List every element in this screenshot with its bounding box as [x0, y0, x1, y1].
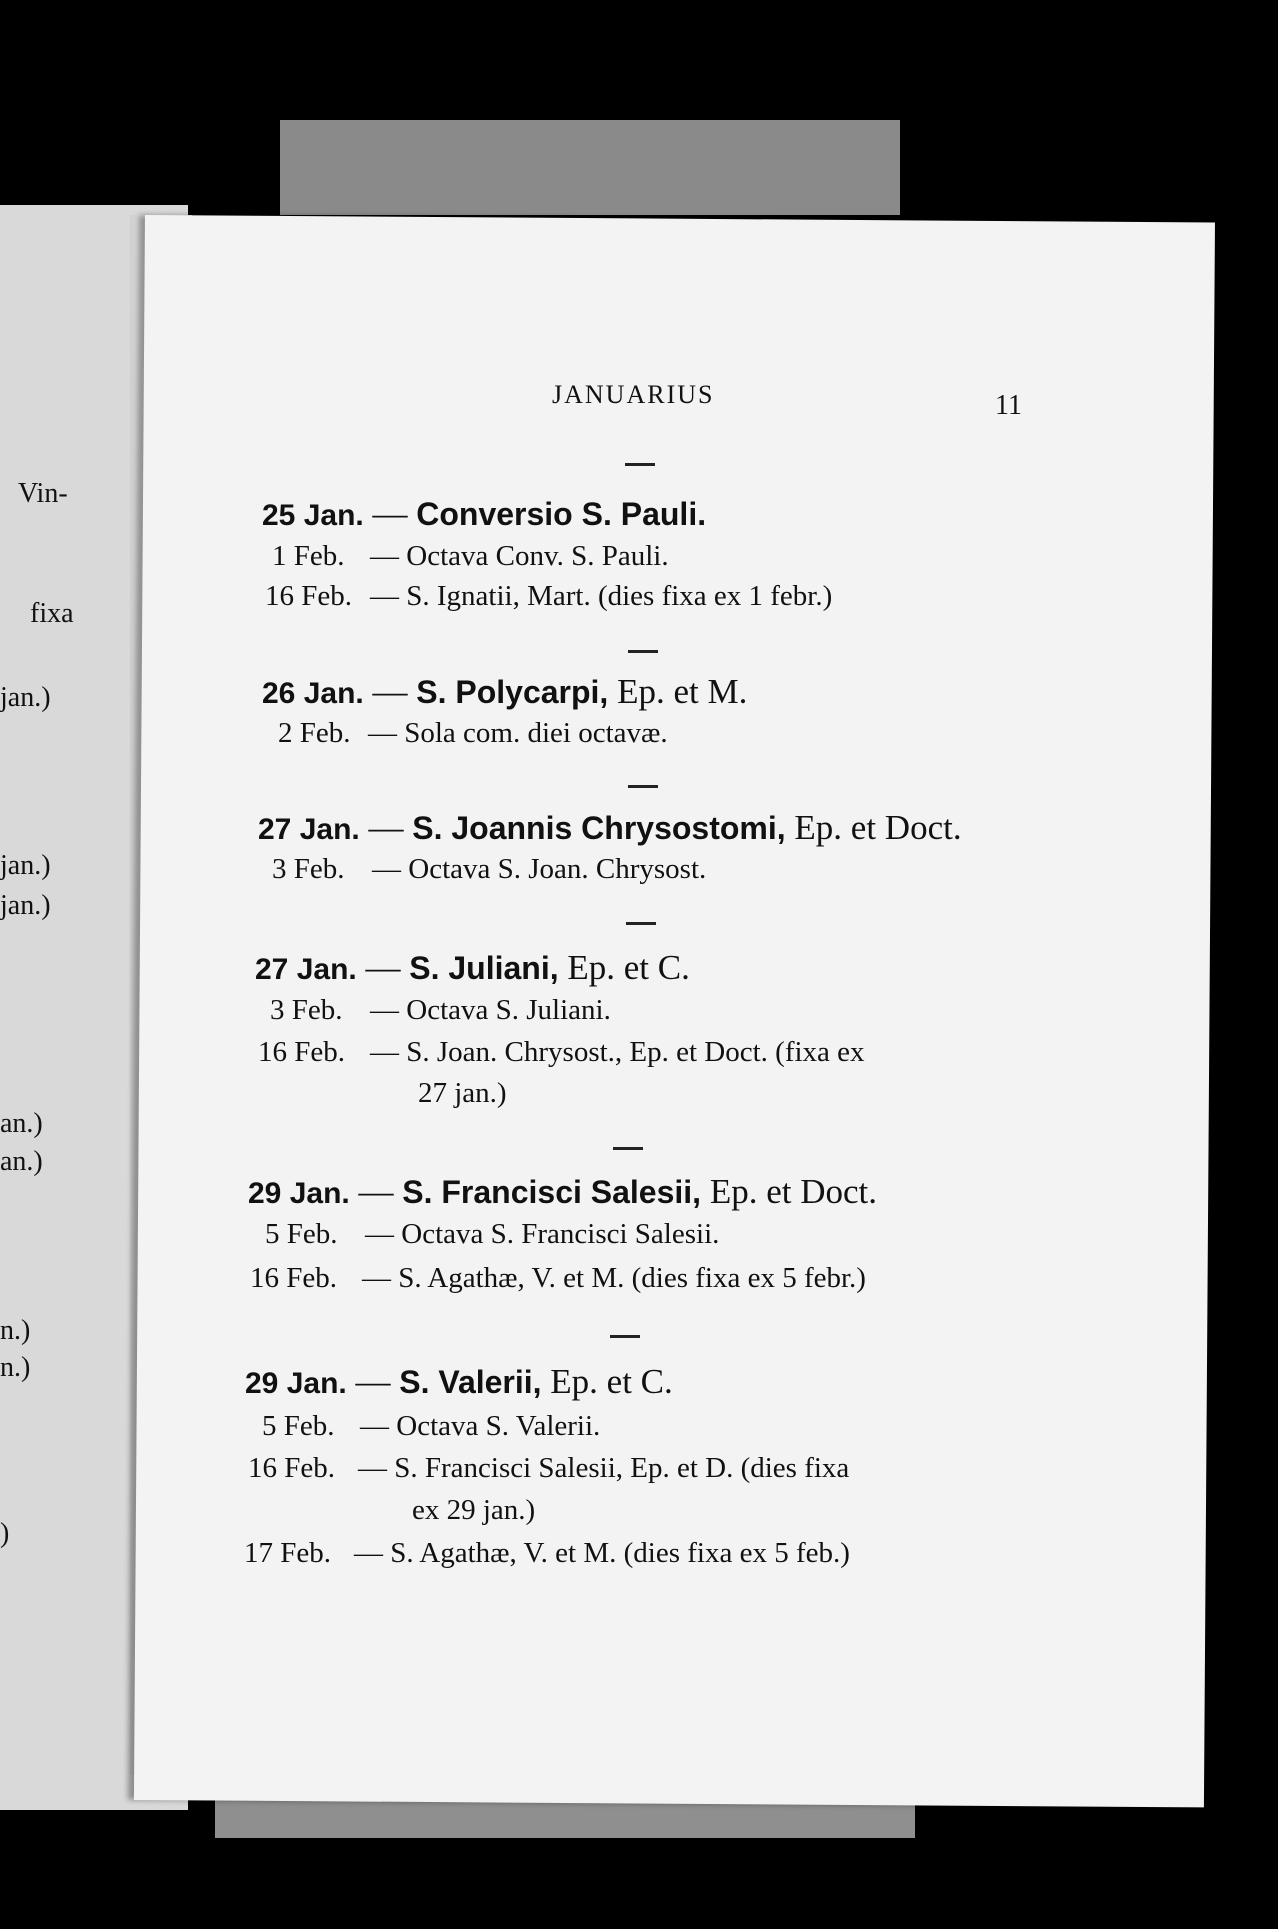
entry-text: S. Ignatii, Mart. (dies fixa ex 1 febr.): [406, 580, 833, 612]
page-edge-top: [280, 120, 900, 215]
entry-date: 27 Jan.: [255, 953, 357, 986]
entry-continuation: 27 jan.): [418, 1077, 507, 1109]
entry-sub-line: 3 Feb. — Octava S. Joan. Chrysost.: [272, 853, 707, 885]
entry-main-line: 27 Jan. — S. Juliani, Ep. et C.: [255, 948, 690, 987]
entry-date: 25 Jan.: [262, 499, 364, 532]
entry-text: S. Joan. Chrysost., Ep. et Doct. (fixa ex: [406, 1036, 865, 1068]
entry-text: Sola com. diei octavæ.: [404, 717, 668, 749]
entry-sub-line: 16 Feb. — S. Francisci Salesii, Ep. et D. (dies fixa: [248, 1452, 850, 1484]
feast-name: S. Juliani,: [409, 950, 559, 986]
left-fragment: n.): [0, 1315, 31, 1346]
entry-date: 27 Jan.: [258, 813, 360, 846]
entry-main-line: 29 Jan. — S. Valerii, Ep. et C.: [245, 1362, 673, 1401]
entry-date: 16 Feb.: [265, 580, 352, 612]
entry-text: Octava S. Joan. Chrysost.: [408, 853, 707, 885]
entry-date: 3 Feb.: [270, 994, 343, 1026]
left-fragment: fixa: [30, 598, 74, 629]
entry-text: Octava S. Juliani.: [406, 994, 611, 1026]
entry-text: S. Agathæ, V. et M. (dies fixa ex 5 feb.): [390, 1537, 850, 1569]
feast-name: S. Polycarpi,: [416, 674, 609, 710]
entry-date: 26 Jan.: [262, 677, 364, 710]
separator-dash: [610, 1335, 640, 1338]
separator-dash: [628, 785, 658, 788]
entry-sub-line: 16 Feb. — S. Ignatii, Mart. (dies fixa ex 1 febr.): [265, 580, 833, 612]
feast-rank: Ep. et Doct.: [701, 1172, 877, 1211]
entry-text: S. Francisci Salesii, Ep. et D. (dies fixa: [394, 1452, 850, 1484]
left-fragment: an.): [0, 1108, 43, 1139]
entry-sub-line: 5 Feb. — Octava S. Francisci Salesii.: [265, 1218, 720, 1250]
entry-date: 5 Feb.: [262, 1410, 335, 1442]
entry-date: 3 Feb.: [272, 853, 345, 885]
entry-text: S. Agathæ, V. et M. (dies fixa ex 5 febr.): [398, 1262, 866, 1294]
page-title: JANUARIUS: [552, 380, 715, 409]
entry-date: 16 Feb.: [248, 1452, 335, 1484]
entry-date: 5 Feb.: [265, 1218, 338, 1250]
entry-sub-line: 1 Feb. — Octava Conv. S. Pauli.: [272, 540, 669, 572]
entry-sub-line: 5 Feb. — Octava S. Valerii.: [262, 1410, 601, 1442]
feast-name: S. Francisci Salesii,: [402, 1174, 702, 1210]
entry-sub-line: 16 Feb. — S. Joan. Chrysost., Ep. et Doct. (fixa ex: [258, 1036, 865, 1068]
entry-continuation: ex 29 jan.): [412, 1494, 536, 1526]
entry-main-line: 29 Jan. — S. Francisci Salesii, Ep. et Doct.: [248, 1172, 877, 1211]
feast-rank: Ep. et Doct.: [785, 808, 962, 847]
feast-name: S. Joannis Chrysostomi,: [412, 810, 786, 846]
feast-rank: Ep. et M.: [608, 672, 748, 711]
page-number: 11: [995, 390, 1022, 421]
left-fragment: ): [0, 1518, 10, 1549]
feast-name: Conversio S. Pauli.: [416, 496, 707, 532]
feast-rank: Ep. et C.: [558, 948, 690, 987]
entry-text: Octava S. Valerii.: [396, 1410, 601, 1442]
entry-text: Octava Conv. S. Pauli.: [406, 540, 669, 572]
entry-text: Octava S. Francisci Salesii.: [401, 1218, 720, 1250]
left-fragment: jan.): [0, 682, 51, 713]
separator-dash: [626, 922, 656, 925]
entry-main-line: 27 Jan. — S. Joannis Chrysostomi, Ep. et Doct.: [258, 808, 962, 847]
feast-name: S. Valerii,: [399, 1364, 542, 1400]
entry-date: 17 Feb.: [244, 1537, 331, 1569]
entry-sub-line: 2 Feb. — Sola com. diei octavæ.: [278, 717, 668, 749]
left-fragment: an.): [0, 1146, 43, 1177]
entry-sub-line: 3 Feb. — Octava S. Juliani.: [270, 994, 611, 1026]
entry-date: 29 Jan.: [245, 1367, 347, 1400]
entry-date: 29 Jan.: [248, 1177, 350, 1210]
left-fragment: jan.): [0, 890, 51, 921]
entry-main-line: 25 Jan. — Conversio S. Pauli.: [262, 494, 707, 533]
separator-dash: [625, 463, 655, 466]
entry-date: 16 Feb.: [258, 1036, 345, 1068]
left-fragment: Vin-: [18, 478, 68, 509]
entry-sub-line: 17 Feb. — S. Agathæ, V. et M. (dies fixa ex 5 feb.): [244, 1537, 850, 1569]
entry-main-line: 26 Jan. — S. Polycarpi, Ep. et M.: [262, 672, 748, 711]
entry-date: 1 Feb.: [272, 540, 345, 572]
entry-date: 16 Feb.: [250, 1262, 337, 1294]
left-fragment: jan.): [0, 850, 51, 881]
separator-dash: [613, 1147, 643, 1150]
entry-date: 2 Feb.: [278, 717, 351, 749]
left-fragment: n.): [0, 1352, 31, 1383]
feast-rank: Ep. et C.: [541, 1362, 673, 1401]
separator-dash: [628, 650, 658, 653]
entry-sub-line: 16 Feb. — S. Agathæ, V. et M. (dies fixa ex 5 febr.): [250, 1262, 866, 1294]
